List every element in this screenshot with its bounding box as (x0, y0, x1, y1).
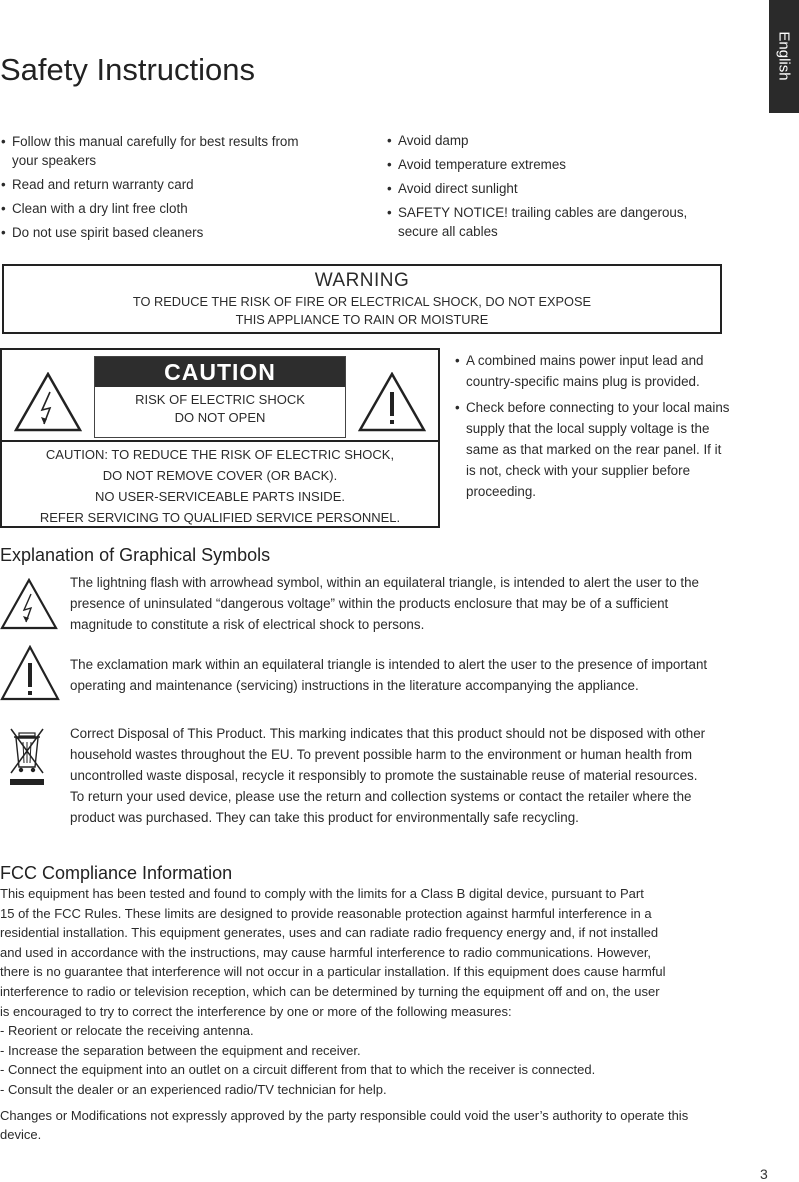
disposal-description (70, 723, 720, 828)
list-item: • Avoid damp (387, 131, 707, 150)
section-heading-symbols: Explanation of Graphical Symbols (0, 545, 271, 565)
warning-title: WARNING (314, 270, 410, 291)
exclamation-warning-icon (358, 372, 426, 432)
caution-line: DO NOT REMOVE COVER (OR BACK). (102, 468, 338, 483)
language-tab[interactable] (769, 0, 799, 113)
caution-text (2, 442, 438, 528)
exclamation-triangle-icon (0, 645, 60, 701)
list-item: • Clean with a dry lint free cloth (1, 199, 321, 218)
list-item: • Avoid direct sunlight (387, 179, 707, 198)
fcc-changes-notice: Changes or Modifications not expressly approved by the party responsible could void the user’s authority to operate this device. (0, 1107, 689, 1143)
fcc-line: is encouraged to try to correct the interference by one or more of the following measures: (0, 1003, 512, 1019)
caution-heading: CAUTION (95, 357, 345, 387)
list-item: • A combined mains power input lead and country-specific mains plug is provided. (455, 350, 730, 392)
exclamation-symbol-description: The exclamation mark within an equilateral triangle is intended to alert the user to the presence of important operating and maintenance (servicing) instructions in the literature accompanying the appliance. (70, 657, 708, 693)
lightning-warning-icon (14, 372, 82, 432)
fcc-line: 15 of the FCC Rules. These limits are designed to provide reasonable protection against harmful interference in a (0, 905, 652, 921)
fcc-line: residential installation. This equipment generates, uses and can radiate radio frequency energy and, if not installed (0, 925, 659, 941)
disposal-paragraph: To return your used device, please use the return and collection systems or contact the retailer where the product was purchased. They can take this product for environmentally safe recycling. (70, 789, 692, 825)
section-heading-fcc: FCC Compliance Information (0, 863, 233, 883)
fcc-line: This equipment has been tested and found to comply with the limits for a Class B digital device, pursuant to Part (0, 886, 644, 901)
warning-line: TO REDUCE THE RISK OF FIRE OR ELECTRICAL SHOCK, DO NOT EXPOSE (132, 294, 592, 309)
list-item: • Avoid temperature extremes (387, 155, 707, 174)
warning-box (2, 264, 722, 334)
page-number: 3 (760, 1166, 768, 1182)
list-item: • Do not use spirit based cleaners (1, 223, 321, 242)
fcc-line: there is no guarantee that interference will not occur in a particular installation. If this equipment does cause harmful (0, 964, 666, 980)
page-title: Safety Instructions (0, 52, 256, 87)
list-item: • Follow this manual carefully for best results from your speakers (1, 132, 321, 170)
fcc-body (0, 884, 730, 1145)
fcc-measure: - Reorient or relocate the receiving antenna. (0, 1023, 254, 1039)
fcc-measure: - Increase the separation between the equipment and receiver. (0, 1042, 361, 1058)
fcc-line: and used in accordance with the instructions, may cause harmful interference to radio communications. However, (0, 944, 652, 960)
environment-instructions-list (387, 131, 707, 246)
warning-line: THIS APPLIANCE TO RAIN OR MOISTURE (235, 312, 489, 327)
caution-subtext: RISK OF ELECTRIC SHOCK (135, 392, 305, 407)
disposal-paragraph: Correct Disposal of This Product. This marking indicates that this product should not be disposed with other household wastes throughout the EU. To prevent possible harm to the environment or human health from uncontrolled waste disposal, recycle it responsibly to promote the sustainable reuse of material resources. (70, 726, 706, 783)
care-instructions-list (1, 132, 321, 247)
fcc-measure: - Connect the equipment into an outlet on a circuit different from that to which the receiver is connected. (0, 1062, 596, 1078)
lightning-symbol-description: The lightning flash with arrowhead symbol, within an equilateral triangle, is intended to alert the user to the presence of uninsulated “dangerous voltage” within the products enclosure that may be of a sufficient magnitude to constitute a risk of electrical shock to persons. (70, 575, 699, 632)
list-item: • SAFETY NOTICE! trailing cables are dangerous, secure all cables (387, 203, 707, 241)
fcc-measure: - Consult the dealer or an experienced radio/TV technician for help. (0, 1081, 387, 1097)
power-supply-list (455, 350, 730, 507)
caution-subtext: DO NOT OPEN (174, 410, 266, 425)
lightning-triangle-icon (0, 578, 58, 630)
caution-line: NO USER-SERVICEABLE PARTS INSIDE. (95, 489, 345, 504)
caution-box (0, 348, 440, 528)
weee-crossed-bin-icon (8, 727, 46, 787)
fcc-line: interference to radio or television reception, which can be determined by turning the equipment off and on, the user (0, 983, 660, 999)
list-item: • Read and return warranty card (1, 175, 321, 194)
list-item: • Check before connecting to your local mains supply that the local supply voltage is the same as that marked on the rear panel. If it is not, check with your supplier before proceeding. (455, 397, 730, 502)
caution-line: REFER SERVICING TO QUALIFIED SERVICE PERSONNEL. (39, 510, 401, 525)
caution-label (94, 356, 346, 438)
caution-line: CAUTION: TO REDUCE THE RISK OF ELECTRIC SHOCK, (45, 447, 395, 462)
language-tab-label: English (775, 31, 793, 81)
